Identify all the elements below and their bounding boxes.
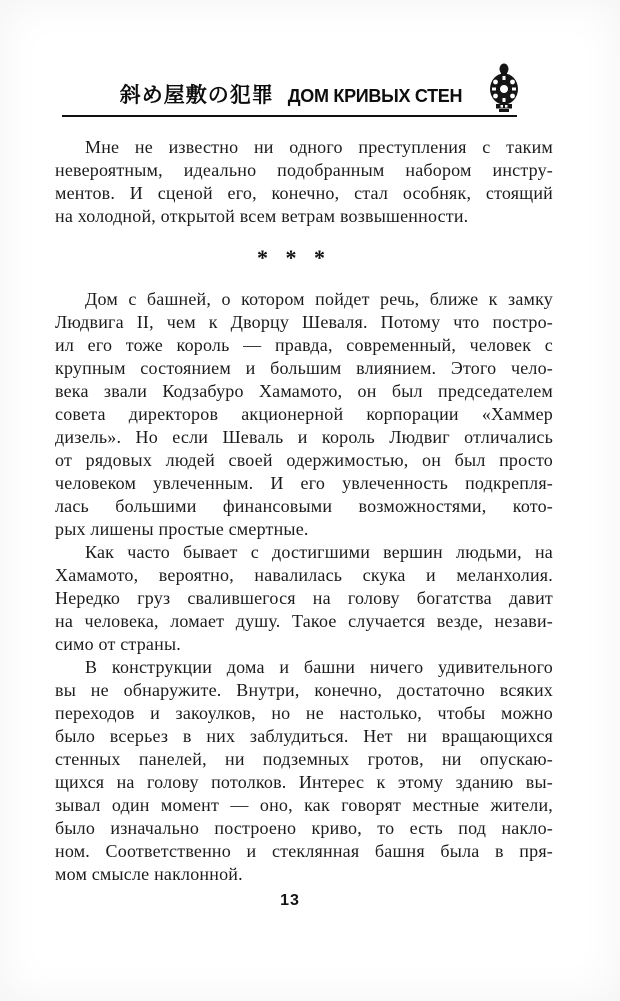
text-line: невероятным, идеально подобранным набором инстру- [55,160,553,180]
text-line: зывал один момент — оно, как говорят местные жители, [55,795,553,815]
text-line: ил его тоже король — правда, современный, человек с [55,335,553,355]
text-line: симо от страны. [55,634,181,654]
publisher-skull-emblem-icon [488,63,520,112]
page-number: 13 [280,892,300,909]
text-line: дизель». Но если Шеваль и король Людвиг отличались [55,427,553,447]
page-body [55,136,553,886]
section-separator: * * * [257,245,331,270]
text-line: на холодной, открытой всем ветрам возвышенности. [55,206,469,226]
text-line: рых лишены простые смертные. [55,519,309,539]
text-line: Как часто бывает с достигшими вершин людьми, на [85,542,553,562]
text-line: щихся на голову потолков. Интерес к этому зданию вы- [55,772,553,792]
text-line: переходов и закоулков, но не настолько, чтобы можно [55,703,553,723]
book-title-japanese: 斜め屋敷の犯罪 [119,83,274,107]
text-line: ном. Соответственно и стеклянная башня была в пря- [55,841,553,861]
text-line: совета директоров акционерной корпорации «Хаммер [55,404,553,424]
text-line: от рядовых людей своей одержимостью, он был просто [55,450,553,470]
paragraph [55,656,553,886]
text-line: ментов. И сценой его, конечно, стал особняк, стоящий [55,183,553,203]
text-line: века звали Кодзабуро Хамамото, он был председателем [55,381,553,401]
text-line: лась большими финансовыми возможностями, кото- [55,496,553,516]
text-line: Нередко груз свалившегося на голову богатства давит [55,588,553,608]
text-line: крупным состоянием и большим влиянием. Этого чело- [55,358,553,378]
text-line: вы не обнаружите. Внутри, конечно, достаточно всяких [55,680,553,700]
text-line: было изначально построено криво, то есть под накло- [55,818,553,838]
book-title-russian: ДОМ КРИВЫХ СТЕН [287,86,463,106]
text-line: Хамамото, вероятно, навалилась скука и меланхолия. [55,565,553,585]
text-line: человеком увлеченным. И его увлеченность подкрепля- [55,473,553,493]
header-rule [62,115,517,117]
text-line: В конструкции дома и башни ничего удивительного [85,657,553,677]
text-line: мом смысле наклонной. [55,864,243,884]
text-line: Людвига II, чем к Дворцу Шеваля. Потому что постро- [55,312,553,332]
text-line: стенных панелей, ни подземных гротов, ни опускаю- [55,749,553,769]
paragraph [55,288,553,541]
text-line: было всерьез в них заблудиться. Нет ни вращающихся [55,726,553,746]
paragraph [55,541,553,656]
text-line: Дом с башней, о котором пойдет речь, ближе к замку [85,289,553,309]
paragraph [55,136,553,228]
text-line: Мне не известно ни одного преступления с таким [85,137,553,157]
text-line: на человека, ломает душу. Такое случается везде, незави- [55,611,553,631]
